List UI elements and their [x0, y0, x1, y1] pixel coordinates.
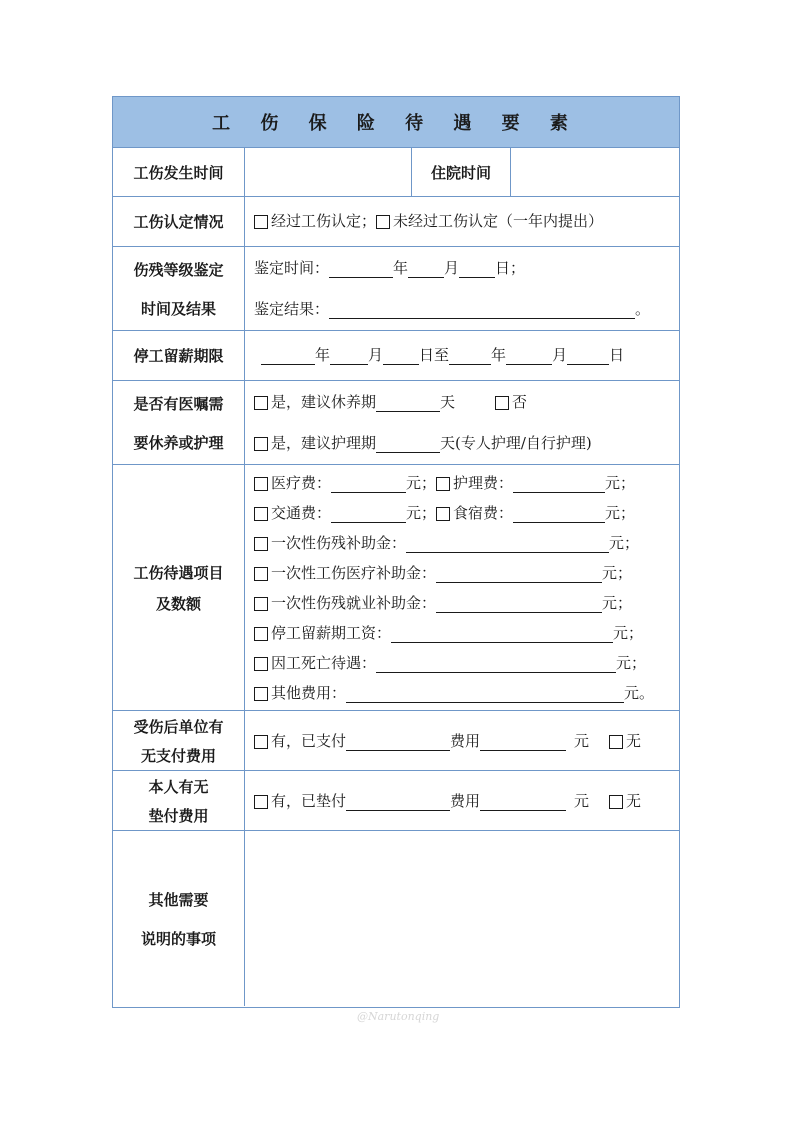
year-text: 年: [491, 346, 507, 364]
yuan-text: 元。: [624, 684, 655, 702]
year-text: 年: [315, 346, 331, 364]
self-advance-amount-blank[interactable]: [480, 794, 566, 811]
day-text: 日: [609, 346, 625, 364]
medical-advice-label: 是否有医嘱需 要休养或护理: [113, 381, 245, 464]
appraisal-result-label: 鉴定结果：: [254, 300, 330, 318]
benefits-label: 工伤待遇项目 及数额: [113, 465, 245, 710]
employer-payment-label: 受伤后单位有 无支付费用: [113, 711, 245, 770]
other-fee-blank[interactable]: [346, 686, 624, 703]
row-recognition: [113, 197, 679, 247]
row-employer-payment: [113, 711, 679, 771]
appraisal-label: 伤残等级鉴定 时间及结果: [113, 247, 245, 330]
transport-fee-checkbox[interactable]: [254, 507, 268, 521]
other-fee-label: 其他费用：: [271, 684, 347, 702]
yuan-text: 元；: [602, 594, 633, 612]
form-title: 工 伤 保 险 待 遇 要 素: [113, 97, 679, 148]
leave-end-day-blank[interactable]: [567, 348, 609, 365]
self-advance-yes-checkbox[interactable]: [254, 795, 268, 809]
yuan-text: 元；: [609, 534, 640, 552]
yuan-text: 元；: [616, 654, 647, 672]
other-notes-label: 其他需要 说明的事项: [113, 831, 245, 1006]
row-injury-time: [113, 148, 679, 197]
yuan-text: 元: [574, 732, 590, 750]
hospital-time-label: 住院时间: [411, 148, 511, 196]
appraisal-month-blank[interactable]: [408, 261, 444, 278]
wage-label: 停工留薪期工资：: [271, 624, 392, 642]
month-text: 月: [552, 346, 568, 364]
lodging-fee-label: 食宿费：: [453, 504, 514, 522]
rest-yes-checkbox[interactable]: [254, 396, 268, 410]
employer-paid-amount-blank[interactable]: [480, 734, 566, 751]
fee-text: 费用: [450, 792, 481, 810]
period-text: 。: [635, 300, 651, 318]
other-notes-field[interactable]: [245, 831, 679, 1006]
transport-fee-label: 交通费：: [271, 504, 332, 522]
recognized-option: 经过工伤认定；: [271, 212, 377, 230]
nursing-yes-checkbox[interactable]: [254, 437, 268, 451]
disability-subsidy-blank[interactable]: [406, 536, 609, 553]
employment-subsidy-blank[interactable]: [436, 596, 602, 613]
appraisal-time-label: 鉴定时间：: [254, 259, 330, 277]
recognition-label: 工伤认定情况: [113, 197, 245, 246]
other-fee-checkbox[interactable]: [254, 687, 268, 701]
lodging-fee-checkbox[interactable]: [436, 507, 450, 521]
yuan-text: 元；: [613, 624, 644, 642]
recognized-checkbox[interactable]: [254, 215, 268, 229]
medical-subsidy-checkbox[interactable]: [254, 567, 268, 581]
yuan-text: 元；: [602, 564, 633, 582]
disability-subsidy-checkbox[interactable]: [254, 537, 268, 551]
yuan-text: 元；: [406, 474, 437, 492]
leave-end-year-blank[interactable]: [449, 348, 491, 365]
rest-no-text: 否: [512, 393, 528, 411]
yuan-text: 元；: [605, 474, 636, 492]
medical-subsidy-label: 一次性工伤医疗补助金：: [271, 564, 437, 582]
nursing-fee-blank[interactable]: [513, 476, 605, 493]
nursing-fee-checkbox[interactable]: [436, 477, 450, 491]
rest-days-blank[interactable]: [376, 395, 440, 412]
watermark: @Narutonqing: [357, 1010, 440, 1023]
medical-subsidy-blank[interactable]: [436, 566, 602, 583]
yuan-text: 元: [574, 792, 590, 810]
fee-text: 费用: [450, 732, 481, 750]
leave-start-day-blank[interactable]: [383, 348, 419, 365]
self-advance-yes-text: 有，已垫付: [271, 792, 347, 810]
medical-fee-label: 医疗费：: [271, 474, 332, 492]
row-benefits: [113, 465, 679, 711]
not-recognized-checkbox[interactable]: [376, 215, 390, 229]
death-benefit-blank[interactable]: [376, 656, 616, 673]
appraisal-day-blank[interactable]: [459, 261, 495, 278]
employer-paid-yes-text: 有，已支付: [271, 732, 347, 750]
paid-leave-label: 停工留薪期限: [113, 331, 245, 380]
nursing-fee-label: 护理费：: [453, 474, 514, 492]
employer-paid-no-text: 无: [626, 732, 642, 750]
employment-subsidy-checkbox[interactable]: [254, 597, 268, 611]
yuan-text: 元；: [605, 504, 636, 522]
injury-insurance-form: [112, 96, 680, 1008]
day-to-text: 日至: [419, 346, 450, 364]
month-text: 月: [368, 346, 384, 364]
employer-paid-item-blank[interactable]: [346, 734, 450, 751]
employment-subsidy-label: 一次性伤残就业补助金：: [271, 594, 437, 612]
rest-no-checkbox[interactable]: [495, 396, 509, 410]
row-medical-advice: [113, 381, 679, 465]
day-unit-text: 天: [440, 393, 456, 411]
month-text: 月: [444, 259, 460, 277]
self-advance-item-blank[interactable]: [346, 794, 450, 811]
row-disability-appraisal: [113, 247, 679, 331]
wage-checkbox[interactable]: [254, 627, 268, 641]
injury-time-label: 工伤发生时间: [113, 148, 245, 196]
wage-blank[interactable]: [391, 626, 613, 643]
death-benefit-checkbox[interactable]: [254, 657, 268, 671]
employer-paid-yes-checkbox[interactable]: [254, 735, 268, 749]
appraisal-year-blank[interactable]: [329, 261, 393, 278]
self-advance-label: 本人有无 垫付费用: [113, 771, 245, 830]
rest-yes-text: 是，建议休养期: [271, 393, 377, 411]
injury-time-field[interactable]: [245, 148, 409, 196]
day-text: 日；: [495, 259, 526, 277]
not-recognized-option: 未经过工伤认定（一年内提出）: [393, 212, 604, 230]
leave-end-month-blank[interactable]: [506, 348, 552, 365]
leave-start-year-blank[interactable]: [261, 348, 315, 365]
nursing-days-blank[interactable]: [376, 436, 440, 453]
nursing-unit-text: 天(专人护理/自行护理): [440, 434, 592, 452]
transport-fee-blank[interactable]: [331, 506, 406, 523]
death-benefit-label: 因工死亡待遇：: [271, 654, 377, 672]
year-text: 年: [393, 259, 409, 277]
medical-fee-blank[interactable]: [331, 476, 406, 493]
yuan-text: 元；: [406, 504, 437, 522]
nursing-yes-text: 是，建议护理期: [271, 434, 377, 452]
hospital-time-field[interactable]: [509, 148, 679, 196]
row-paid-leave: [113, 331, 679, 381]
appraisal-result-blank[interactable]: [329, 302, 635, 319]
row-self-advance: [113, 771, 679, 831]
self-advance-no-text: 无: [626, 792, 642, 810]
self-advance-no-checkbox[interactable]: [609, 795, 623, 809]
employer-paid-no-checkbox[interactable]: [609, 735, 623, 749]
row-other-notes: [113, 831, 679, 1006]
medical-fee-checkbox[interactable]: [254, 477, 268, 491]
leave-start-month-blank[interactable]: [330, 348, 368, 365]
disability-subsidy-label: 一次性伤残补助金：: [271, 534, 407, 552]
lodging-fee-blank[interactable]: [513, 506, 605, 523]
